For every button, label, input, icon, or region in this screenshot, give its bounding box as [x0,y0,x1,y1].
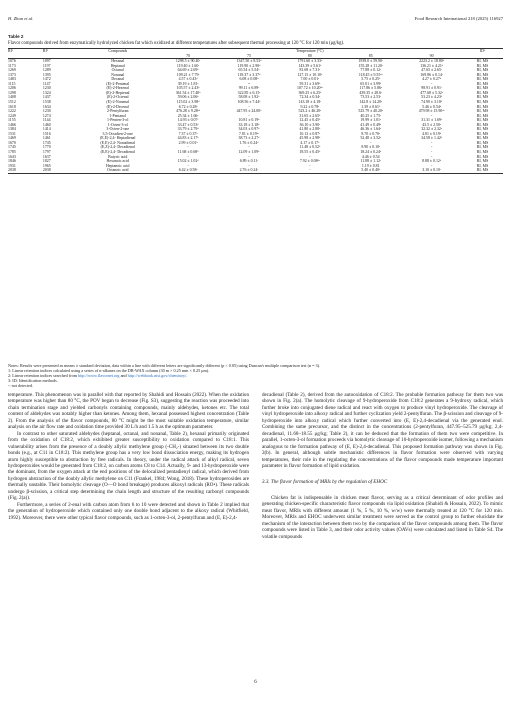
cell-ri1: 1670 [8,140,16,145]
cell-ri2: 1770 [42,145,51,150]
cell-compound: (E,E)-2,4- Heptadienal [99,136,136,141]
header-authors: H. Zhan et al. [8,16,34,21]
cell-value: - [279,168,340,173]
cell-value: 31.31 ± 1.69ᵃ [421,118,442,123]
cell-value: 143.18 ± 4.18ᶜ [298,100,322,105]
cell-value: 33.18 ± 3.18ᵈ [238,122,260,127]
cell-id: RI, MS [476,127,489,132]
cell-value: - [430,163,433,168]
header-compounds: Compounds [78,49,158,54]
table-caption [8,34,503,47]
header-ri2: RI² [43,49,78,54]
cell-value: 18.55 ± 0.45ᵇ [299,150,321,155]
cell-value: 115.02 ± 3.98ᵈ [176,100,200,105]
cell-value: 40.25 ± 1.75ᶜ [360,113,382,118]
cell-value: - [430,150,433,155]
cell-id: RI, MS [476,95,489,100]
cell-ri1: 1373 [8,72,16,77]
cell-value: -ᶜ [247,81,251,86]
cell-compound: 2-Pentylfuran [107,109,129,114]
cell-value: 2.99 ± 0.01ᵇ [178,140,198,145]
cell-value: 5.40 ± 0.40ᵇ [340,168,401,173]
cell-ri2: 1414 [42,127,51,132]
cell-value: 38.73 ± 2.27ᵈ [238,136,260,141]
cell-value: 5.46 ± 0.54ᵇ [422,104,442,109]
temp-col-85: 85 [340,54,401,59]
cell-value: 18.24 ± 0.24ᵇ [360,150,382,155]
cell-value: 2223.2 ± 18.80ᵈ [419,59,444,64]
cell-value: 361.54 ± 17.40ᵇ [175,90,201,95]
cell-ri2: 1461 [42,136,51,141]
cell-compound: Hexanoic acid [106,159,129,164]
cell-value: 11.48 ± 0.52ᵇ [299,145,321,150]
cell-value: 31.65 ± 2.65ᵇ [299,113,321,118]
cell-value: 52.48 ± 3.52ᵃ [360,136,382,141]
cell-value: 6.89 ± 0.11ᵉ [239,159,259,164]
header-ri1: RI¹ [8,49,43,54]
cell-value: 1298.5 ± 90.40ᵉ [175,59,201,64]
cell-value: - [248,154,250,159]
cell-value: 12.45 ± 0.45ᵇ [299,118,321,123]
cell-id: RI, MS [476,63,489,68]
cell-value: 34.58 ± 1.42ᵈ [421,136,443,141]
cell-value: 1.19 ± 0.81 [361,163,380,168]
cell-ri1: 1269 [8,68,16,73]
cell-value: 136.21 ± 4.21ᵇ [420,63,443,68]
cell-value: 65.54 ± 5.54ᵇ [238,68,260,73]
cell-value: 4.17 ± 0.17ᵇ [300,140,320,145]
cell-value: 43.5 ± 2.50ᵃ [422,122,441,127]
cell-ri1: 1846 [8,159,16,164]
cell-ri2: 1634 [42,104,51,109]
section-heading: 3.3. The flavor formation of MRIs by the regulation of EHOC [262,479,388,486]
cell-ri2: 1147 [42,81,51,86]
cell-compound: (E)-2-Pentenal [106,81,130,86]
cell-ri1: 1466 [8,122,16,127]
cell-compound: Octanoic acid [78,168,158,173]
cell-value: 2.76 ± 0.24ᵉ [219,168,280,173]
cell-value: 523.2 ± 46.20ᵃ [298,109,322,114]
cell-ri1: 1076 [8,59,16,64]
cell-value: 108.56 ± 7.44ᵇ [237,100,261,105]
cell-id: RI, MS [476,136,489,141]
cell-compound: Heptanal [110,63,125,68]
cell-value: 11.68 ± 0.68ᵇ [177,150,199,155]
cell-ri2: 1965 [42,163,51,168]
cell-value: - [430,140,433,145]
cell-value: 46.36 ± 1.64ᵃ [360,127,382,132]
cell-ri2: 1797 [42,150,51,155]
cell-compound: Heptanoic acid [106,163,130,168]
cell-compound: (E)-2-Hexenal [106,86,129,91]
cell-value: 74.90 ± 3.10ᵈ [421,100,443,105]
cell-value: 322.85 ± 6.15ᶜ [237,90,261,95]
cell-value: - [187,163,189,168]
cell-compound: (E)-2-Nonenal [106,100,130,105]
cell-id: RI, MS [462,168,503,173]
cell-value: 6.72 ± 0.28ᵃ [178,104,198,109]
table-notes [8,363,503,388]
note-id: 3: ID: Identification methods. [8,378,58,384]
cell-ri2: 1197 [42,63,51,68]
header-id: ID³ [462,49,503,54]
cell-value: 98.91 ± 0.91ᵉ [421,86,442,91]
note-ri2: 2: Linear retention indices searched from http://www.flavornet.org and http://webbook.nist.gov/chemistry/. [8,373,188,379]
cell-value: 41.80 ± 2.80ᵇ [299,127,321,132]
cell-value: 12.09 ± 1.09ᵇ [238,150,260,155]
cell-compound: 3,5-Octadien-2-one [102,131,133,136]
cell-id: RI, MS [476,90,489,95]
header-journal: Food Research International 218 (2025) 116927 [414,16,503,21]
cell-value: 11.88 ± 1.12ᶜ [360,159,381,164]
page-number: 6 [254,680,257,685]
cell-ri2: 1460 [42,122,51,127]
cell-value: 64.69 ± 2.69ᵇ [177,68,199,73]
cell-value: 4.57 ± 0.43ᵈ [178,77,198,82]
cell-ri1: 1115 [8,81,16,86]
table-row [8,168,503,173]
cell-ri1: 1173 [8,63,16,68]
cell-value: 6.42 ± 0.58ᵃ [158,168,219,173]
cell-compound: (E,E)-2,4- Nonadienal [100,140,136,145]
left-column [8,392,249,521]
cell-value: 117.86 ± 5.86ᵃ [359,86,382,91]
cell-ri2: 1289 [42,68,51,73]
cell-value: 118.37 ± 3.37ᵈ [237,72,261,77]
cell-value: 1939.0 ± 59.90ᶜ [358,59,383,64]
cell-ri1: 1531 [8,131,16,136]
temp-col-70: 70 [158,54,219,59]
cell-value: 1.39 ± 0.61ᵇ [361,104,381,109]
cell-value: 32.32 ± 2.32ᵃ [421,127,442,132]
cell-compound: 1-Penten-3-ol [107,118,129,123]
cell-value: 41.49 ± 0.49ᵇ [360,122,382,127]
cell-value: - [430,81,433,86]
table-label: Table 2 [8,34,24,39]
note-stats: Notes: Results were presented as means ± standard deviation, data within a line with different letters are significantly different (p < 0.05) using Duncan's multiple comparison test (n = 3). [8,363,321,368]
cell-id: RI, MS [476,68,489,73]
cell-value: 34.03 ± 0.97ᵈ [238,127,260,132]
cell-value: - [430,145,433,150]
cell-compound: (E)-2-Decenal [106,104,129,109]
cell-value: 1791.60 ± 3.33ᵇ [297,59,323,64]
cell-value: - [430,154,433,159]
cell-value: 77.88 ± 0.12ᶜ [360,68,382,73]
cell-value: - [309,163,311,168]
cell-id: RI, MS [476,150,489,155]
cell-ri2: 1516 [42,131,51,136]
right-paragraph-1: decadienal (Table 2), derived from the autooxidation of C18:2. The probable formation pathway for them two was shown in Fig. 2(a). The homolytic cleavage of 9-hydroperoxide from C18:2 generates a 9-hydroxy radical, which further broke into conjugated diene radical and react with oxygen to produce vinyl hydroperoxide. The cleavage of vinyl hydroperoxide into alkoxy radical and further cyclization yield 2-pentylfuran. The β-scission and cleavage of 9-hydroperoxide into alkoxy radical which further converted into (E, E)-2,4-decadienal via the generated enol. Combining the same precursor, and the distinct in the concentrations (2-pentylfuran, 447.95–525.79 μg/kg; 2,4-decadienal, 11.68–18.55 μg/kg; Table 2), it can be deduced that the formation of them two were competitive. In parallel, 1-octen-3-ol formation proceeds via homolytic cleavage of 10-hydroperoxide isomer, following a mechanism analogous to the formation pathway of (E, E)-2,4-decadienal. This proposed formation pathway was shown in Fig. 2(b). In general, although subtle mechanistic differences in flavor formation were observed with varying temperatures, their role in the regulating the concentrations of the flavor compounds made temperature important parameter in flavor formation of lipid oxidation. [262,392,503,469]
cell-value: 53.23 ± 4.23ᵈ [421,95,443,100]
cell-value: 44.83 ± 2.17ᵇ [177,136,199,141]
cell-id: RI, MS [476,145,489,150]
cell-id: RI, MS [476,59,489,64]
cell-value: - [248,104,250,109]
cell-id: RI, MS [476,104,489,109]
cell-ri1: 1643 [8,154,16,159]
cell-value: 3.10 ± 0.10ᵉ [401,168,462,173]
cell-ri1: 1298 [8,90,16,95]
cell-id: RI, MS [476,118,489,123]
cell-ri2: 1395 [42,72,51,77]
cell-id: RI, MS [476,81,489,86]
note-not-detected: -: not detected. [8,383,33,389]
cell-ri2: 2038 [43,168,78,173]
cell-compound: (E)-2-Heptenal [105,90,130,95]
right-paragraph-2: Chicken fat is indispensable in chicken meat flavor, serving as a critical determinant of odor profiles and generating chicken-specific characteristic flavor compounds via lipid oxidation (Shahidi & Hossain, 2022). To mimic meat flavor, MRIs with different amount (1 %, 5 %, 10 %, w/w) were thermally treated at 120 °C for 120 min. Moreover, MRIs and EHOC underwent similar treatment were served as the control group to further elucidate the mechanism of the interaction between them two by the comparison of the flavor compounds among them. The flavor compounds were listed in Table 3, and their odor activity values (OAVs) were calculated and listed in Table S4. The volatile compounds [262,494,503,540]
cell-value: 8.70 ± 0.70ᵃ [361,131,381,136]
cell-ri1: 2038 [8,168,43,173]
cell-value: 477.68 ± 5.32ᵃ [420,90,443,95]
cell-value: 73.53 ± 2.53ᶜ [360,95,382,100]
cell-ri1: 1785 [8,150,16,155]
cell-value: 169.86 ± 0.14ᶜ [420,72,443,77]
cell-value: 39.19 ± 1.81ᵃ [177,81,199,86]
cell-value: 105.57 ± 2.43ᵇ [176,86,200,91]
cell-value: 5.75 ± 0.25ᵇ [361,77,381,82]
cell-value: 10.81 ± 0.19ᵈ [238,118,260,123]
cell-ri2: 1230 [42,109,51,114]
cell-value: 99.11 ± 6.89ᶜ [238,86,260,91]
cell-value: - [248,163,250,168]
flavor-compounds-table [8,48,503,174]
cell-value: 143.39 ± 5.61ᵇ [298,63,322,68]
cell-value: 8.88 ± 0.12ᵇ [422,159,442,164]
table-body [8,59,503,174]
cell-value: 81.69 ± 7.31ᵃ [299,68,321,73]
left-paragraph-2: In contrast to other saturated aldehydes (heptanal, octanal, and nonanal, Table 2), hexanal primarily originated from the oxidation of C18:2, which exhibited greater susceptibility to oxidation compared to C18:1. This vulnerability arises from the presence of a doubly allylic methylene group (-CH₂-) situated between its two double bonds (e.g., at C11 in C18:2). This methylene group has a very low bond dissociation energy, making its hydrogen atom highly susceptible to abstraction by free radicals. In theory, under the radical attack of alkyl radical, seven hydroperoxides would be generated from C18:2, on carbon atoms C8 to C14. Actually, 9- and 13-hydroperoxide were the dominant, from the oxygen attack at the end positions of the delocalized pentadienyl radical, which derived from hydrogen abstraction of the doubly allylic methylene on C11 (Frankel, 1984; Wong, 2018). These hydroperoxides are thermally unstable. Their homolytic cleavage (O—O bond breakage) produces alkoxyl radicals (RO•). These radicals undergo β-scission, a critical step determining the chain length and structure of the resulting carbonyl compounds (Fig. 2(a)). [8,430,249,502]
cell-ri1: 1222 [8,109,16,114]
cell-ri1: 1512 [8,100,16,105]
cell-id: RI, MS [476,140,489,145]
cell-value: - [430,113,433,118]
link-nist-webbook[interactable]: http://webbook.nist.gov/chemistry/ [127,373,187,379]
cell-value: - [309,154,311,159]
cell-id: RI, MS [476,109,489,114]
cell-id: RI, MS [476,159,489,164]
cell-value: 7.37 ± 0.37ᵇ [178,131,198,136]
cell-value: 15.02 ± 1.02ᵈ [177,159,199,164]
cell-ri2: 1472 [42,77,51,82]
temp-col-75: 75 [219,54,280,59]
cell-value: 58.08 ± 1.92ᵇ [238,95,260,100]
cell-ri1: 1469 [8,136,16,141]
cell-value: 439.35 ± 28.6ᶜ [359,90,383,95]
temp-col-90: 90 [401,54,462,59]
cell-value: 59.31 ± 3.69ᵇ [299,81,321,86]
cell-id: RI, MS [476,154,489,159]
cell-value: 369.25 ± 6.25ᵇ [298,90,322,95]
cell-ri1: 1483 [8,77,16,82]
cell-id: RI, MS [476,122,489,127]
left-paragraph-3: Furthermore, a series of 2-enal with carbon atom from 6 to 10 were detected and shown in Table 2 implied that the generation of hydroperoxide which contained only one double bond adjacent to the alkoxy radical (Whitfield, 1992). Moreover, there were other typical flavor compounds, such as 1-octen-3-ol, 2-pentylfuran and (E, E)-2,4- [8,501,249,521]
cell-compound: Nonanal [111,72,125,77]
cell-ri1: 1408 [8,95,16,100]
cell-value: 19.99 ± 1.01ᵃ [360,118,382,123]
cell-value: 14.93 ± 0.07ᶜ [177,118,199,123]
cell-ri2: 1745 [42,140,51,145]
cell-ri2: 1230 [42,86,51,91]
cell-compound: 1-Octen-3-ol [107,122,128,127]
cell-value: 47.65 ± 2.65ᵉ [421,68,442,73]
cell-ri1: 1155 [8,118,16,123]
cell-value: - [187,145,189,150]
cell-value: 4.46 ± 0.54 [361,154,380,159]
cell-ri1: 1618 [8,104,16,109]
cell-value: 33.47 ± 0.53ᵈ [177,122,199,127]
cell-ri2: 1097 [42,59,51,64]
cell-value: 10.13 ± 0.87ᵃ [299,131,321,136]
right-column [262,392,503,540]
cell-ri2: 1538 [42,100,51,105]
cell-value: 6.08 ± 0.08ᵇ [239,77,259,82]
cell-id: RI, MS [476,113,489,118]
cell-ri2: 1437 [42,95,51,100]
cell-value: 127.15 ± 10.10ᵇ [297,72,323,77]
cell-value: 4.27 ± 0.27ᵈ [422,77,442,82]
cell-ri1: 1206 [8,86,16,91]
cell-ri1: 1249 [8,113,16,118]
cell-value: 25.34 ± 1.66ᵃ [177,113,199,118]
table-caption-text: Flavor compounds derived from enzymatically hydrolyzed chicken fat which oxidized at different temperatures after subsequent thermal processing at 120 °C for 120 min (μg/kg). [8,41,345,46]
cell-ri2: 1827 [42,159,51,164]
cell-value: 1.76 ± 0.24ᵈ [239,140,259,145]
cell-value: 119.90 ± 2.90ᵈ [237,63,261,68]
cell-value: - [248,113,250,118]
cell-ri2: 1324 [42,90,51,95]
cell-value: 107.72 ± 10.20ᵃᵇ [296,86,323,91]
cell-compound: (E)-2-Octenal [106,95,129,100]
cell-compound: (E,E)-2,4- Decadienal [100,150,135,155]
cell-value: 109.21 ± 7.79ᵉ [176,72,200,77]
cell-compound: Hexanal [111,59,125,64]
cell-value: 7.00 ± 0.01ᵃ [300,77,320,82]
cell-ri2: 1637 [42,154,51,159]
cell-id: RI, MS [476,72,489,77]
cell-compound: 3-Octen-2-one [106,127,130,132]
cell-compound: (E,Z)-2,4- Decadienal [100,145,135,150]
cell-value: 155.28 ± 11.20ᶜ [358,63,383,68]
cell-value: 33.79 ± 2.79ᵈ [177,127,199,132]
cell-ri2: 1274 [42,113,51,118]
cell-value: 8.90 ± 0.10ᵃ [361,145,381,150]
cell-id: RI, MS [476,100,489,105]
cell-value: 7.81 ± 0.19ᵇᶜ [239,131,259,136]
note-ri1: 1: Linear retention indices calculated using a series of n-alkanes on the DB-WAX column (30 m × 0.25 mm × 0.25 μm). [8,368,210,374]
cell-value: 1347.50 ± 8.53ᵈ [236,59,262,64]
cell-value: 72.34 ± 0.34ᶜ [299,95,321,100]
header-temperature: Temperature (°C) [158,49,462,54]
cell-compound: 1-Pentanol [109,113,127,118]
cell-ri1: 1931 [8,163,16,168]
cell-value: 36.10 ± 3.90ᶜ [299,122,321,127]
cell-value: - [370,140,372,145]
cell-value: 7.92 ± 0.08ᵃᵇ [299,159,320,164]
cell-value: 45.98 ± 2.98ᵇ [299,136,321,141]
cell-compound: Octanal [111,68,124,73]
cell-compound: Decanal [111,77,125,82]
cell-id: RI, MS [476,163,489,168]
cell-value: 118.45 ± 9.55ᵃᵇ [358,72,383,77]
cell-value: 65.01 ± 3.99ᵈ [360,81,382,86]
cell-value: 119.40 ± 1.60ᵉ [176,63,200,68]
cell-value: 479.98 ± 15.90ᵃᵇ [418,109,445,114]
cell-ri1: 1384 [8,127,16,132]
cell-id: RI, MS [476,86,489,91]
temp-col-80: 80 [279,54,340,59]
cell-ri1: 1745 [8,145,16,150]
cell-value: - [187,154,189,159]
cell-value: 4.81 ± 0.19ᵈ [422,131,442,136]
cell-id: RI, MS [476,131,489,136]
cell-value: 9.22 ± 0.78ᵃ [300,104,320,109]
link-flavornet[interactable]: http://www.flavornet.org [78,373,120,379]
cell-id: RI, MS [476,77,489,82]
cell-value: 447.95 ± 24.00ᵇ [236,109,262,114]
cell-compound: Butyric acid [108,154,128,159]
cell-value: 525.79 ± 40.20ᵃ [358,109,384,114]
cell-value: - [248,145,250,150]
cell-value: 59.06 ± 2.06ᵇ [177,95,199,100]
cell-value: 476.28 ± 9.28ᵃᵇ [176,109,201,114]
left-paragraph-1: temperature. This phenomenon was in parallel with that reported by Shahidi and Hossain (2022). When the oxidation temperature was higher than 80 °C, the POV began to decrease (Fig. S3), suggesting the reaction was proceeded into chain termination stage and yielded carbonyls containing compounds, mainly aldehydes, ketones etc. The total content of aldehydes was notably higher than ketones. Among them, hexanal possessed highest concentration (Table 2). From the analysis of the flavor compounds, 80 °C might be the most suitable oxidation temperature, similar analysis on the air flow rate and oxidation time provided 30 L/h and 1.5 h as the optimum parameter. [8,392,249,431]
cell-value: 142.8 ± 14.20ᵃ [359,100,383,105]
cell-ri2: 1144 [42,118,51,123]
